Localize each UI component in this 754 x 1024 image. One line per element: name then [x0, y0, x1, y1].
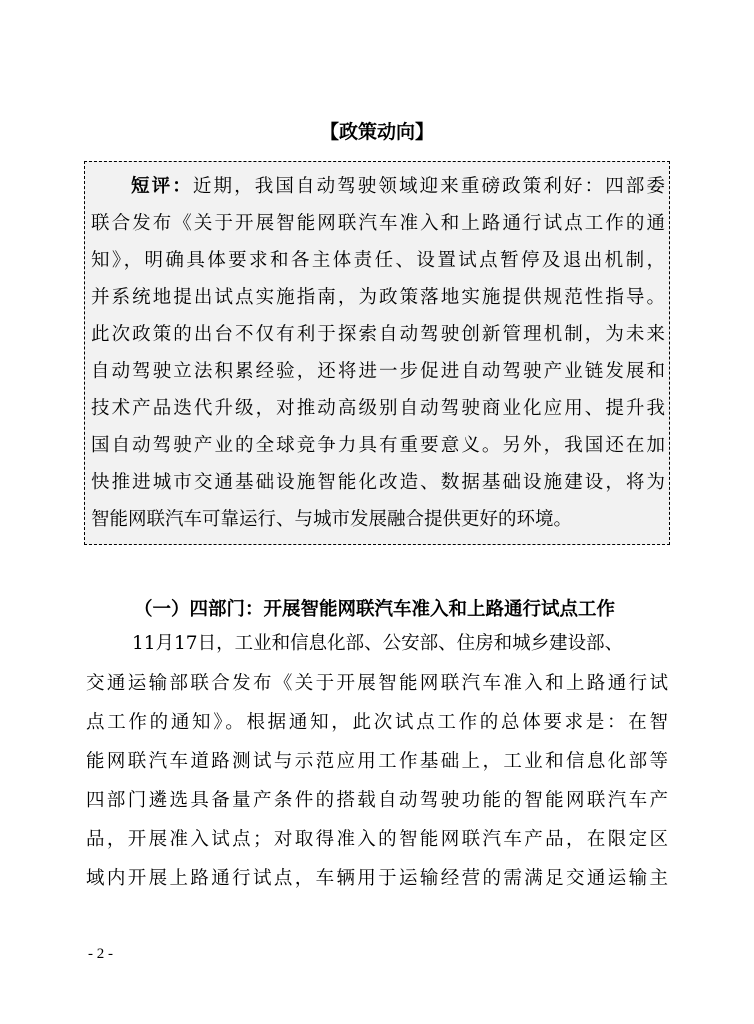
body-paragraph-line: 交通运输部联合发布《关于开展智能网联汽车准入和上路通行试	[86, 673, 668, 694]
commentary-line: 自动驾驶立法积累经验，还将进一步促进自动驾驶产业链发展和	[91, 361, 665, 382]
commentary-label: 短评：	[131, 176, 193, 197]
body-paragraph-line: 四部门遴选具备量产条件的搭载自动驾驶功能的智能网联汽车产	[86, 790, 668, 811]
commentary-line: 快推进城市交通基础设施智能化改造、数据基础设施建设，将为	[91, 472, 665, 493]
subheading: （一）四部门：开展智能网联汽车准入和上路通行试点工作	[134, 599, 616, 620]
body-paragraph-line: 域内开展上路通行试点，车辆用于运输经营的需满足交通运输主	[86, 868, 668, 889]
section-title: 【政策动向】	[319, 121, 434, 143]
commentary-line: 联合发布《关于开展智能网联汽车准入和上路通行试点工作的通	[91, 213, 665, 234]
body-paragraph-line: 品，开展准入试点；对取得准入的智能网联汽车产品，在限定区	[86, 829, 668, 850]
commentary-line: 技术产品迭代升级，对推动高级别自动驾驶商业化应用、提升我	[91, 398, 665, 419]
page-number: - 2 -	[88, 946, 113, 962]
commentary-line: 智能网联汽车可靠运行、与城市发展融合提供更好的环境。	[91, 509, 573, 530]
commentary-text: 近期，我国自动驾驶领域迎来重磅政策利好：四部委	[192, 176, 665, 197]
commentary-line: 知》，明确具体要求和各主体责任、设置试点暂停及退出机制，	[91, 250, 665, 271]
commentary-line: 国自动驾驶产业的全球竞争力具有重要意义。另外，我国还在加	[91, 435, 665, 456]
commentary-line: 此次政策的出台不仅有利于探索自动驾驶创新管理机制，为未来	[91, 324, 665, 345]
body-paragraph-line: 11月17日，工业和信息化部、公安部、住房和城乡建设部、	[132, 633, 624, 654]
body-paragraph-line: 能网联汽车道路测试与示范应用工作基础上，工业和信息化部等	[86, 751, 668, 772]
commentary-box	[84, 161, 670, 545]
commentary-line: 并系统地提出试点实施指南，为政策落地实施提供规范性指导。	[91, 287, 665, 308]
body-paragraph-line: 点工作的通知》。根据通知，此次试点工作的总体要求是：在智	[86, 712, 668, 733]
commentary-line	[85, 174, 669, 200]
